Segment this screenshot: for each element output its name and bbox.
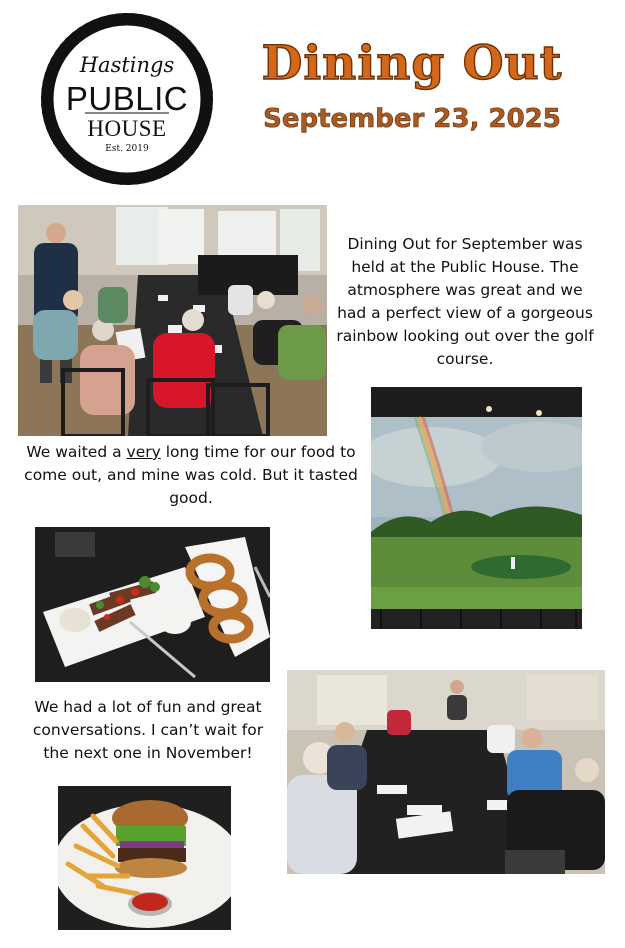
group-table-conversation-photo: [287, 670, 605, 874]
page-title: Dining Out: [261, 36, 563, 91]
group-dinner-photo: [18, 205, 327, 436]
hastings-public-house-logo: [38, 10, 216, 188]
logo-line-house: HOUSE: [87, 116, 167, 141]
food-wait-paragraph: [20, 441, 362, 510]
onion-rings-plate-photo: [35, 527, 270, 682]
logo-line-hastings: Hastings: [79, 53, 175, 77]
food-wait-text-end: long time for our food to come out, and mine was cold. But it tasted good.: [24, 443, 358, 507]
food-wait-text-start: We waited a: [26, 443, 127, 461]
logo-line-public: PUBLIC: [65, 80, 189, 117]
intro-paragraph: Dining Out for September was held at the Public House. The atmosphere was great and we had a perfect view of a gorgeous rainbow looking out over the golf course.: [336, 235, 594, 368]
event-date: September 23, 2025: [263, 104, 561, 134]
closing-paragraph: We had a lot of fun and great conversations. I can’t wait for the next one in November!: [32, 698, 264, 762]
burger-fries-photo: [58, 786, 231, 930]
logo-line-established: Est. 2019: [105, 144, 149, 154]
rainbow-golf-course-photo: [371, 387, 582, 629]
food-wait-emphasis: very: [126, 443, 161, 461]
